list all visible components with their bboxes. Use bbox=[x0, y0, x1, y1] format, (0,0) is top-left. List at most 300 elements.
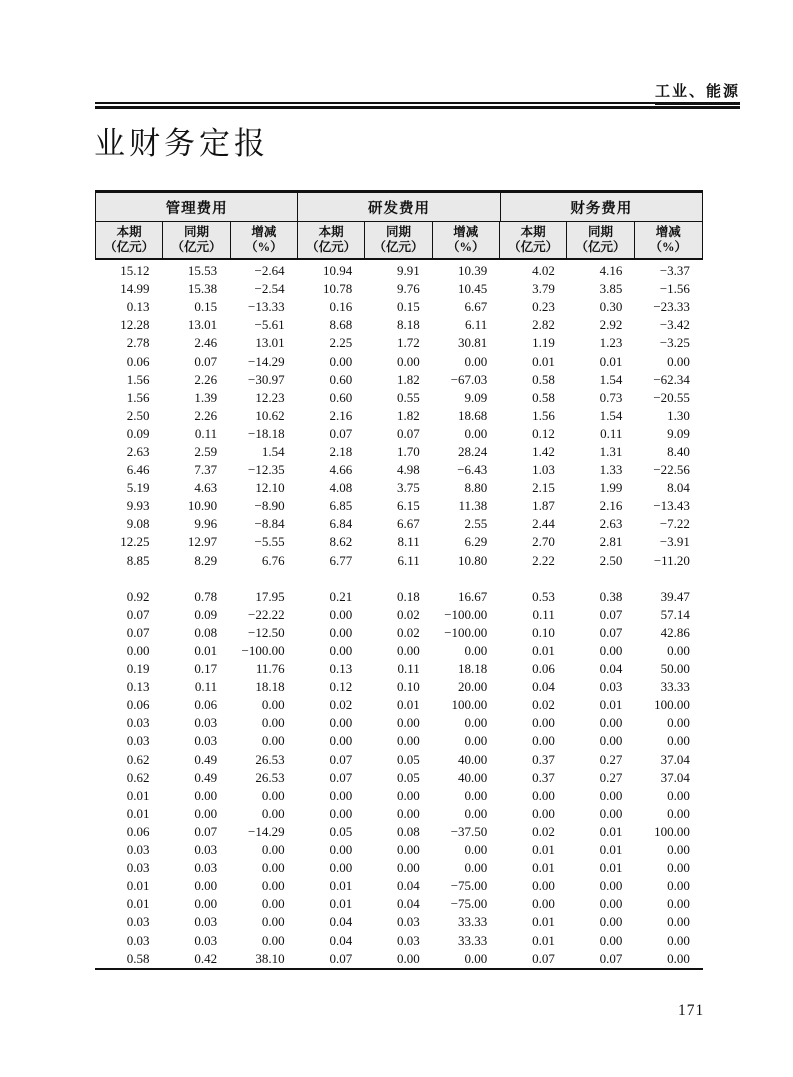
table-cell: 0.03 bbox=[126, 860, 150, 876]
table-cell: −7.22 bbox=[659, 516, 690, 532]
table-cell: 15.38 bbox=[187, 281, 218, 297]
table-cell: 0.00 bbox=[329, 715, 353, 731]
page-number: 171 bbox=[678, 1002, 705, 1019]
table-cell: 0.13 bbox=[126, 299, 150, 315]
table-cell: 0.00 bbox=[396, 643, 420, 659]
table-cell: 1.33 bbox=[599, 462, 623, 478]
table-cell: 2.44 bbox=[532, 516, 555, 532]
table-cell: 0.58 bbox=[532, 371, 555, 387]
table-cell: 0.00 bbox=[667, 950, 690, 966]
table-cell: 0.01 bbox=[599, 697, 623, 713]
table-cell: 0.01 bbox=[599, 842, 623, 858]
table-cell: 0.00 bbox=[599, 715, 623, 731]
table-cell: 0.00 bbox=[261, 878, 285, 894]
table-cell: −20.55 bbox=[653, 389, 690, 405]
table-row bbox=[95, 913, 703, 931]
table-cell: 0.00 bbox=[464, 733, 488, 749]
table-cell: 0.00 bbox=[667, 353, 690, 369]
table-cell: −2.64 bbox=[254, 263, 285, 279]
table-cell: 1.82 bbox=[396, 371, 420, 387]
table-cell: 1.39 bbox=[194, 389, 218, 405]
table-cell: 0.00 bbox=[667, 932, 690, 948]
table-cell: 50.00 bbox=[660, 661, 690, 677]
table-cell: 100.00 bbox=[654, 823, 690, 839]
table-cell: 1.72 bbox=[396, 335, 420, 351]
table-cell: 0.15 bbox=[194, 299, 218, 315]
table-cell: 4.16 bbox=[599, 263, 623, 279]
table-cell: −2.54 bbox=[254, 281, 285, 297]
section-header: 工业、能源 bbox=[655, 80, 740, 105]
table-row bbox=[95, 950, 703, 968]
table-cell: 0.00 bbox=[464, 842, 488, 858]
table-cell: 0.00 bbox=[464, 787, 488, 803]
table-row bbox=[95, 352, 703, 370]
table-cell: 0.00 bbox=[667, 643, 690, 659]
table-cell: 0.78 bbox=[194, 588, 218, 604]
table-row bbox=[95, 425, 703, 443]
table-row bbox=[95, 334, 703, 352]
table-cell: 0.00 bbox=[599, 733, 623, 749]
table-cell: 100.00 bbox=[654, 697, 690, 713]
table-cell: 0.00 bbox=[599, 787, 623, 803]
table-cell: 0.00 bbox=[396, 733, 420, 749]
table-cell: 0.00 bbox=[396, 787, 420, 803]
table-row bbox=[95, 280, 703, 298]
table-row bbox=[95, 552, 703, 570]
table-cell: 0.01 bbox=[532, 353, 555, 369]
table-cell: 0.00 bbox=[667, 787, 690, 803]
table-cell: −75.00 bbox=[450, 878, 488, 894]
table-cell: 1.70 bbox=[396, 443, 420, 459]
table-cell: 13.01 bbox=[255, 335, 285, 351]
table-row bbox=[95, 895, 703, 913]
table-cell: 0.00 bbox=[329, 860, 353, 876]
table-cell: 10.90 bbox=[187, 498, 218, 514]
table-cell: 9.09 bbox=[464, 389, 488, 405]
table-cell: 10.94 bbox=[322, 263, 353, 279]
table-cell: 0.00 bbox=[532, 733, 555, 749]
table-cell: 8.80 bbox=[464, 480, 488, 496]
table-cell: 0.03 bbox=[194, 860, 218, 876]
table-cell: 1.87 bbox=[532, 498, 555, 514]
table-cell: 0.13 bbox=[329, 661, 353, 677]
table-row bbox=[95, 298, 703, 316]
table-cell: 6.15 bbox=[396, 498, 420, 514]
column-header-label: 本期 bbox=[116, 225, 142, 239]
table-cell: 10.45 bbox=[458, 281, 488, 297]
table-cell: 57.14 bbox=[660, 606, 690, 622]
table-cell: −75.00 bbox=[450, 896, 488, 912]
table-row bbox=[95, 479, 703, 497]
table-row bbox=[95, 389, 703, 407]
table-cell: 2.26 bbox=[194, 407, 218, 423]
table-cell: 0.03 bbox=[126, 914, 150, 930]
table-cell: 18.18 bbox=[458, 661, 488, 677]
table-cell: 10.39 bbox=[458, 263, 488, 279]
column-header-label: 增减 bbox=[251, 225, 277, 239]
table-cell: 33.33 bbox=[458, 914, 488, 930]
table-cell: 26.53 bbox=[255, 751, 285, 767]
table-cell: 0.03 bbox=[126, 932, 150, 948]
table-cell: 0.03 bbox=[126, 715, 150, 731]
table-cell: 0.07 bbox=[329, 769, 353, 785]
table-cell: 0.07 bbox=[532, 950, 555, 966]
table-cell: 0.11 bbox=[397, 661, 420, 677]
table-cell: 2.50 bbox=[599, 552, 623, 568]
table-cell: 28.24 bbox=[458, 443, 488, 459]
table-cell: 8.04 bbox=[667, 480, 690, 496]
table-column-header bbox=[365, 222, 432, 258]
table-group-header-row bbox=[96, 193, 702, 222]
table-cell: 0.00 bbox=[261, 914, 285, 930]
table-row bbox=[95, 931, 703, 949]
table-cell: 0.00 bbox=[261, 860, 285, 876]
table-cell: 0.00 bbox=[667, 914, 690, 930]
table-cell: 0.00 bbox=[667, 860, 690, 876]
table-cell: 6.46 bbox=[126, 462, 150, 478]
table-cell: 0.53 bbox=[532, 588, 555, 604]
table-cell: 0.00 bbox=[464, 715, 488, 731]
table-row bbox=[95, 714, 703, 732]
table-cell: −3.91 bbox=[659, 534, 690, 550]
page-title: 业财务定报 bbox=[94, 126, 269, 161]
table-row bbox=[95, 624, 703, 642]
table-cell: 0.00 bbox=[194, 805, 218, 821]
table-cell: 0.00 bbox=[261, 896, 285, 912]
table-cell: 0.08 bbox=[396, 823, 420, 839]
table-cell: 0.00 bbox=[532, 896, 555, 912]
table-cell: 1.54 bbox=[599, 371, 623, 387]
table-cell: 4.02 bbox=[532, 263, 555, 279]
table-row bbox=[95, 678, 703, 696]
table-cell: −13.33 bbox=[248, 299, 285, 315]
column-header-unit: （%） bbox=[447, 240, 485, 254]
column-header-label: 本期 bbox=[318, 225, 344, 239]
table-cell: 0.00 bbox=[532, 787, 555, 803]
table-cell: 6.76 bbox=[261, 552, 285, 568]
table-cell: 18.18 bbox=[255, 679, 285, 695]
table-cell: 0.07 bbox=[599, 624, 623, 640]
table-cell: 37.04 bbox=[660, 769, 690, 785]
table-cell: 12.10 bbox=[255, 480, 285, 496]
table-cell: 9.08 bbox=[126, 516, 150, 532]
column-header-label: 增减 bbox=[655, 225, 681, 239]
table-row bbox=[95, 371, 703, 389]
header-rule-thick-line bbox=[95, 106, 740, 109]
table-cell: 0.37 bbox=[532, 751, 555, 767]
table-cell: 0.00 bbox=[667, 715, 690, 731]
column-header-label: 同期 bbox=[587, 225, 613, 239]
table-column-header bbox=[433, 222, 500, 258]
table-row bbox=[95, 841, 703, 859]
table-cell: 6.85 bbox=[329, 498, 353, 514]
table-row bbox=[95, 859, 703, 877]
table-cell: 1.42 bbox=[532, 443, 555, 459]
table-column-header bbox=[635, 222, 702, 258]
table-cell: 9.96 bbox=[194, 516, 218, 532]
table-cell: 0.04 bbox=[532, 679, 555, 695]
table-cell: 0.06 bbox=[194, 697, 218, 713]
table-cell: 0.09 bbox=[194, 606, 218, 622]
table-cell: 6.67 bbox=[396, 516, 420, 532]
table-cell: 0.01 bbox=[532, 842, 555, 858]
table-cell: −23.33 bbox=[653, 299, 690, 315]
table-cell: −30.97 bbox=[248, 371, 285, 387]
table-cell: 0.01 bbox=[194, 643, 218, 659]
table-cell: 0.07 bbox=[329, 751, 353, 767]
table-cell: 0.01 bbox=[532, 932, 555, 948]
table-cell: 0.58 bbox=[532, 389, 555, 405]
table-cell: 0.07 bbox=[126, 624, 150, 640]
table-cell: −11.20 bbox=[653, 552, 690, 568]
table-cell: 2.26 bbox=[194, 371, 218, 387]
table-row bbox=[95, 407, 703, 425]
table-cell: 0.00 bbox=[329, 805, 353, 821]
table-row bbox=[95, 497, 703, 515]
table-cell: 0.07 bbox=[126, 606, 150, 622]
table-cell: 0.11 bbox=[600, 425, 623, 441]
header-rule bbox=[95, 102, 740, 109]
table-row bbox=[95, 877, 703, 895]
table-cell: 0.03 bbox=[194, 733, 218, 749]
table-cell: 0.02 bbox=[396, 606, 420, 622]
table-cell: 0.00 bbox=[261, 715, 285, 731]
table-cell: 0.00 bbox=[599, 896, 623, 912]
table-cell: 0.00 bbox=[396, 353, 420, 369]
table-cell: −12.35 bbox=[248, 462, 285, 478]
table-cell: −1.56 bbox=[659, 281, 690, 297]
finance-table bbox=[95, 190, 703, 970]
table-cell: −37.50 bbox=[450, 823, 488, 839]
table-cell: 0.07 bbox=[194, 823, 218, 839]
table-row bbox=[95, 533, 703, 551]
table-cell: 9.91 bbox=[396, 263, 420, 279]
table-cell: 0.00 bbox=[667, 805, 690, 821]
table-cell: 0.04 bbox=[396, 896, 420, 912]
table-row bbox=[95, 769, 703, 787]
table-cell: 0.00 bbox=[126, 643, 150, 659]
table-cell: 0.05 bbox=[396, 751, 420, 767]
table-cell: 0.73 bbox=[599, 389, 623, 405]
table-cell: 12.25 bbox=[120, 534, 150, 550]
table-cell: 0.11 bbox=[194, 679, 218, 695]
table-cell: 0.00 bbox=[464, 353, 488, 369]
table-cell: 6.11 bbox=[397, 552, 420, 568]
table-cell: 1.56 bbox=[126, 389, 150, 405]
table-group-header: 研发费用 bbox=[298, 193, 500, 221]
column-header-unit: （亿元） bbox=[104, 240, 155, 254]
column-header-unit: （亿元） bbox=[306, 240, 357, 254]
table-cell: 12.28 bbox=[120, 317, 150, 333]
table-column-header bbox=[96, 222, 163, 258]
table-header bbox=[95, 193, 703, 260]
table-cell: 2.55 bbox=[464, 516, 488, 532]
table-cell: 0.01 bbox=[599, 823, 623, 839]
table-cell: 0.07 bbox=[599, 606, 623, 622]
table-column-header bbox=[567, 222, 634, 258]
table-cell: 0.00 bbox=[194, 878, 218, 894]
table-cell: 0.62 bbox=[126, 751, 150, 767]
table-column-header bbox=[298, 222, 365, 258]
table-cell: −6.43 bbox=[457, 462, 488, 478]
table-group-header: 管理费用 bbox=[96, 193, 298, 221]
table-cell: 0.01 bbox=[126, 896, 150, 912]
table-cell: 33.33 bbox=[458, 932, 488, 948]
table-cell: 0.03 bbox=[126, 842, 150, 858]
table-cell: 0.00 bbox=[329, 643, 353, 659]
table-cell: 15.12 bbox=[120, 263, 150, 279]
table-cell: 10.80 bbox=[458, 552, 488, 568]
section-separator-row bbox=[95, 570, 703, 588]
table-cell: 0.01 bbox=[599, 860, 623, 876]
table-cell: 0.00 bbox=[599, 878, 623, 894]
table-cell: 0.27 bbox=[599, 769, 623, 785]
table-cell: 8.40 bbox=[667, 443, 690, 459]
table-cell: 0.00 bbox=[261, 697, 285, 713]
table-cell: 0.01 bbox=[126, 878, 150, 894]
table-row bbox=[95, 262, 703, 280]
table-cell: 2.16 bbox=[599, 498, 623, 514]
table-cell: 0.10 bbox=[532, 624, 555, 640]
table-cell: 0.00 bbox=[261, 787, 285, 803]
column-header-unit: （亿元） bbox=[575, 240, 626, 254]
table-cell: −12.50 bbox=[248, 624, 285, 640]
table-cell: 100.00 bbox=[451, 697, 488, 713]
table-cell: 4.66 bbox=[329, 462, 353, 478]
table-cell: 0.11 bbox=[532, 606, 555, 622]
table-cell: 0.03 bbox=[194, 715, 218, 731]
table-cell: 0.10 bbox=[396, 679, 420, 695]
table-cell: −100.00 bbox=[241, 643, 285, 659]
table-cell: 0.00 bbox=[329, 353, 353, 369]
table-cell: 5.19 bbox=[126, 480, 150, 496]
table-subheader-row bbox=[96, 222, 702, 258]
table-cell: 20.00 bbox=[458, 679, 488, 695]
table-cell: 1.54 bbox=[261, 443, 285, 459]
table-cell: 1.54 bbox=[599, 407, 623, 423]
table-cell: 0.00 bbox=[532, 715, 555, 731]
table-cell: 2.78 bbox=[126, 335, 150, 351]
table-cell: 0.00 bbox=[464, 643, 488, 659]
table-cell: 0.00 bbox=[329, 733, 353, 749]
table-row bbox=[95, 443, 703, 461]
table-cell: 8.85 bbox=[126, 552, 150, 568]
table-cell: 2.92 bbox=[599, 317, 623, 333]
table-cell: −3.37 bbox=[659, 263, 690, 279]
table-row bbox=[95, 696, 703, 714]
table-cell: 0.16 bbox=[329, 299, 353, 315]
table-cell: 1.82 bbox=[396, 407, 420, 423]
table-cell: 11.38 bbox=[458, 498, 488, 514]
table-cell: 2.15 bbox=[532, 480, 555, 496]
table-cell: 9.76 bbox=[396, 281, 420, 297]
table-cell: 2.16 bbox=[329, 407, 353, 423]
table-cell: 0.13 bbox=[126, 679, 150, 695]
table-cell: 14.99 bbox=[120, 281, 150, 297]
table-cell: 0.00 bbox=[599, 643, 623, 659]
table-cell: 0.00 bbox=[396, 950, 420, 966]
table-cell: 0.42 bbox=[194, 950, 218, 966]
table-cell: 0.18 bbox=[396, 588, 420, 604]
table-cell: 15.53 bbox=[187, 263, 218, 279]
table-cell: −22.22 bbox=[248, 606, 285, 622]
table-cell: 37.04 bbox=[660, 751, 690, 767]
table-cell: 0.30 bbox=[599, 299, 623, 315]
table-cell: 0.01 bbox=[126, 805, 150, 821]
table-cell: 0.05 bbox=[396, 769, 420, 785]
table-cell: −3.42 bbox=[659, 317, 690, 333]
table-cell: 13.01 bbox=[187, 317, 218, 333]
table-cell: 0.07 bbox=[329, 950, 353, 966]
table-cell: 0.38 bbox=[599, 588, 623, 604]
table-cell: 6.77 bbox=[329, 552, 353, 568]
table-cell: 0.00 bbox=[667, 733, 690, 749]
column-header-label: 同期 bbox=[183, 225, 209, 239]
table-cell: 0.12 bbox=[532, 425, 555, 441]
table-cell: 26.53 bbox=[255, 769, 285, 785]
table-row bbox=[95, 787, 703, 805]
table-cell: 9.09 bbox=[667, 425, 690, 441]
table-cell: 3.75 bbox=[396, 480, 420, 496]
table-cell: 0.12 bbox=[329, 679, 353, 695]
table-cell: 10.78 bbox=[322, 281, 353, 297]
table-cell: 0.00 bbox=[329, 606, 353, 622]
table-cell: 0.00 bbox=[464, 805, 488, 821]
table-cell: 0.00 bbox=[194, 787, 218, 803]
table-column-header bbox=[500, 222, 567, 258]
table-cell: 0.23 bbox=[532, 299, 555, 315]
table-cell: 0.03 bbox=[396, 932, 420, 948]
table-column-header bbox=[163, 222, 230, 258]
table-cell: 17.95 bbox=[255, 588, 285, 604]
table-cell: 0.03 bbox=[126, 733, 150, 749]
table-cell: −67.03 bbox=[450, 371, 488, 387]
header-rule-thin-line bbox=[95, 102, 740, 104]
table-cell: 0.02 bbox=[329, 697, 353, 713]
table-cell: 0.00 bbox=[261, 842, 285, 858]
table-cell: 1.56 bbox=[532, 407, 555, 423]
table-body bbox=[95, 260, 703, 968]
table-cell: 3.79 bbox=[532, 281, 555, 297]
table-cell: 0.05 bbox=[329, 823, 353, 839]
column-header-unit: （亿元） bbox=[171, 240, 222, 254]
table-cell: −62.34 bbox=[653, 371, 690, 387]
table-cell: 2.70 bbox=[532, 534, 555, 550]
table-cell: 0.02 bbox=[532, 823, 555, 839]
table-cell: 0.00 bbox=[599, 932, 623, 948]
table-cell: 7.37 bbox=[194, 462, 218, 478]
table-cell: 6.29 bbox=[464, 534, 488, 550]
table-cell: 0.00 bbox=[329, 624, 353, 640]
table-cell: 0.06 bbox=[126, 823, 150, 839]
table-cell: −22.56 bbox=[653, 462, 690, 478]
table-cell: 0.01 bbox=[532, 860, 555, 876]
table-cell: 1.31 bbox=[599, 443, 623, 459]
table-cell: 1.99 bbox=[599, 480, 623, 496]
table-row bbox=[95, 316, 703, 334]
table-cell: 0.06 bbox=[126, 353, 150, 369]
table-cell: 8.68 bbox=[329, 317, 353, 333]
table-cell: −5.55 bbox=[254, 534, 285, 550]
table-cell: 0.49 bbox=[194, 751, 218, 767]
table-cell: 0.01 bbox=[126, 787, 150, 803]
table-cell: 0.49 bbox=[194, 769, 218, 785]
table-cell: 2.18 bbox=[329, 443, 353, 459]
table-cell: 2.25 bbox=[329, 335, 353, 351]
table-row bbox=[95, 732, 703, 750]
table-cell: 0.60 bbox=[329, 389, 353, 405]
table-cell: 0.00 bbox=[261, 805, 285, 821]
